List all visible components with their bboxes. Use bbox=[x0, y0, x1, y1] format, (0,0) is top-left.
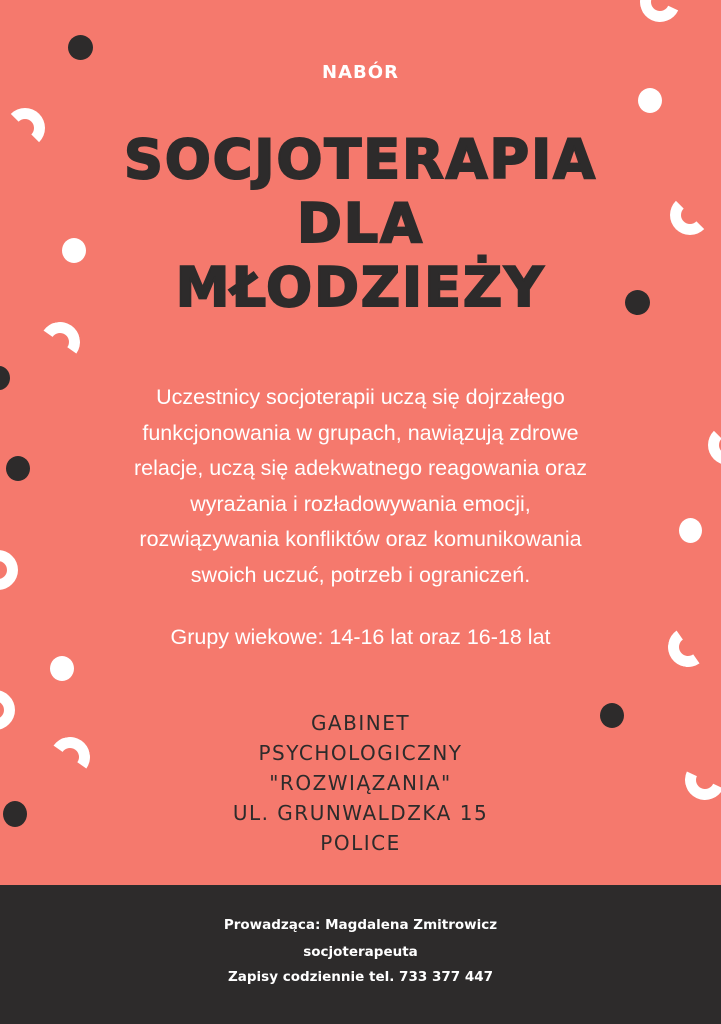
dark-dot-decoration bbox=[6, 456, 30, 481]
description-line: swoich uczuć, potrzeb i ograniczeń. bbox=[190, 562, 531, 587]
description-line: relacje, uczą się adekwatnego reagowania oraz bbox=[134, 456, 587, 480]
description bbox=[60, 380, 661, 593]
white-dot-decoration bbox=[679, 518, 702, 543]
age-groups: Grupy wiekowe: 14-16 lat oraz 16-18 lat bbox=[170, 625, 551, 649]
address-line: PSYCHOLOGICZNY bbox=[258, 741, 463, 765]
address-line: POLICE bbox=[320, 831, 401, 855]
white-arc-decoration bbox=[0, 542, 26, 599]
white-dot-decoration bbox=[638, 88, 662, 113]
address-line: "ROZWIĄZANIA" bbox=[269, 771, 452, 795]
description-line: wyrażania i rozładowywania emocji, bbox=[190, 491, 531, 516]
white-arc-decoration bbox=[37, 319, 83, 365]
recruitment-label: NABÓR bbox=[322, 62, 399, 83]
title-line: SOCJOTERAPIA bbox=[124, 128, 597, 191]
title-line: MŁODZIEŻY bbox=[175, 256, 546, 319]
host-role: socjoterapeuta bbox=[303, 944, 418, 960]
host-name: Prowadząca: Magdalena Zmitrowicz bbox=[223, 917, 498, 933]
address-line: GABINET bbox=[310, 711, 411, 735]
white-arc-decoration bbox=[634, 0, 685, 28]
description-line: funkcjonowania w grupach, nawiązują zdrowe bbox=[142, 420, 579, 445]
dark-dot-decoration bbox=[68, 35, 93, 60]
poster-title bbox=[0, 128, 721, 320]
title-line: DLA bbox=[296, 192, 425, 255]
description-line: rozwiązywania konfliktów oraz komunikowania bbox=[139, 527, 582, 551]
address bbox=[0, 708, 721, 858]
description-line: Uczestnicy socjoterapii uczą się dojrzałego bbox=[156, 385, 565, 409]
signup-info: Zapisy codziennie tel. 733 377 447 bbox=[227, 969, 494, 985]
white-arc-decoration bbox=[708, 425, 721, 465]
footer bbox=[0, 885, 721, 1024]
dark-dot-decoration bbox=[0, 366, 10, 390]
white-dot-decoration bbox=[50, 656, 74, 681]
address-line: UL. GRUNWALDZKA 15 bbox=[232, 801, 489, 825]
